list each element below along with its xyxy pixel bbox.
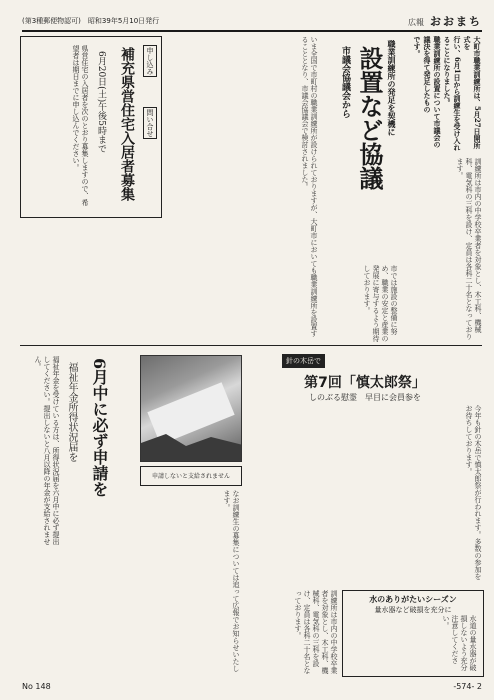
masthead-title: おおまち: [430, 15, 482, 28]
housing-notice-body: 県営住宅の入居者を次のとおり募集しますので、希望者は期日までに申し込んでください。: [72, 45, 89, 206]
festival-subhead: しのぶる慰霊 早目に会員参を: [309, 393, 421, 402]
body-column-3: 市では施設の整備に努め、職業の安定と産業の発展に寄与するよう期待しております。: [363, 265, 398, 342]
masthead-bar: [22, 12, 482, 32]
body-column-1: いま全国で市町村の職業訓練所が設けられておりますが、大町市においても職業訓練所を設置することとなり、市議会協議会で検討されました。: [301, 36, 318, 337]
housing-notice-title: 補充県営住宅入居者募集: [119, 47, 135, 201]
welfare-subhead: 福祉年金所得状況届を: [66, 362, 77, 462]
welfare-warning-badge: 申請しないと支給されません: [140, 466, 242, 486]
water-notice-title: 水のありがたいシーズン: [369, 594, 457, 604]
issue-number: No 148: [22, 682, 51, 691]
body-column-4: なお訓練生の募集については追って広報でお知らせいたします。: [223, 490, 240, 672]
body-column-5: 訓練所は市内の中学校卒業者を対象とし、木工科、機械科、電気科の三科を設け、定員は各科二十名となっております。: [294, 590, 338, 674]
water-notice-sub: 量水器など破損を充分に: [374, 606, 452, 614]
feature-title: 設置など協議: [355, 46, 384, 190]
bullet-line: 職業訓練所の設置について市議会の議決を得て発足したもの: [423, 36, 442, 148]
festival-headline: 第7回「慎太郎祭」: [304, 375, 426, 391]
bullet-line: です。: [413, 36, 422, 57]
photo-caption-bar: 針の木岳で: [282, 354, 325, 368]
body-column-2: 訓練所は市内の中学校卒業者を対象とし、木工科、機械科、電気科の三科を設け、定員は各科二十名となっております。: [456, 158, 482, 340]
issue-info: (第3種郵便物認可) 昭和39年5月10日発行: [22, 17, 160, 25]
housing-notice-date: 6月20日(土)午後5時まで: [96, 51, 106, 153]
water-notice-box: [342, 590, 484, 677]
inquiry-label: 問い合せ: [143, 107, 157, 139]
welfare-headline: 6月中に必ず申請を: [90, 358, 109, 498]
mountain-photo: [140, 355, 242, 462]
feature-headline-group: [318, 40, 398, 260]
section-divider: [20, 345, 482, 346]
masthead-prefix: 広報: [408, 18, 424, 27]
bullet-line: 行い、6月1日から訓練生を受け入れることになりました。: [443, 36, 462, 151]
bullet-line: 大町市職業訓練所は、5月27日開所式を: [463, 36, 482, 149]
water-notice-body: 水道の量水器が破損しないよう充分注意してください。: [442, 615, 477, 671]
festival-body: 今年も針の木岳で慎太郎祭が行われます。多数の参加をお待ちしております。: [465, 405, 482, 580]
feature-kicker: 職業訓練所の発足を契機に: [387, 40, 397, 136]
page-number: -574- 2: [453, 682, 482, 691]
page-footer: [22, 682, 482, 694]
announcement-bullets: [400, 36, 482, 151]
apply-label: 申し込み: [143, 45, 157, 77]
housing-notice-box: [20, 36, 162, 218]
welfare-body: 福祉年金を受けている方は、所得状況届を六月中に必ず提出してください。提出しないと八月以降の年金が支給されません。: [34, 356, 60, 545]
feature-subtitle: 市議会協議会から: [340, 46, 350, 118]
